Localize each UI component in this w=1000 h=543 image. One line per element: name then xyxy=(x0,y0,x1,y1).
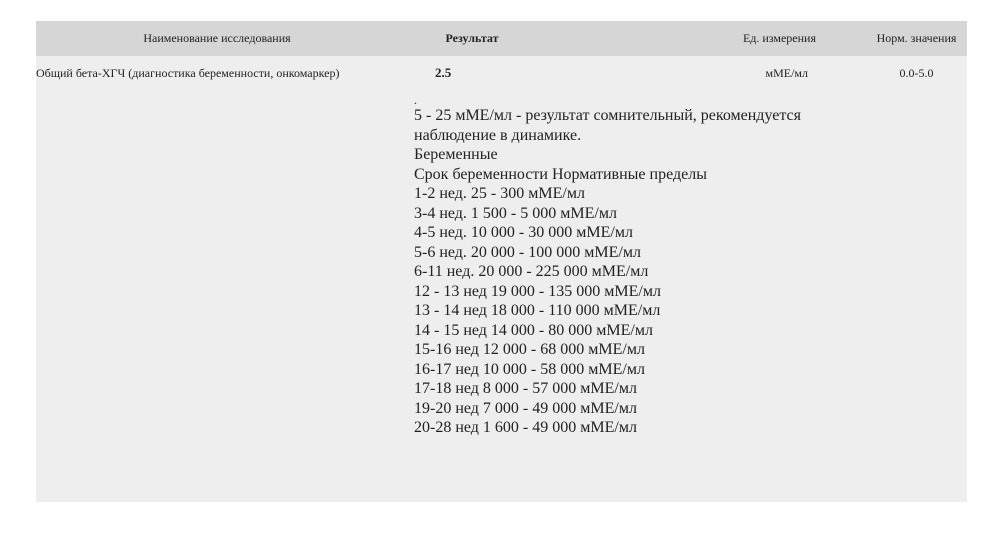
comment-line: 13 - 14 нед 18 000 - 110 000 мМЕ/мл xyxy=(414,302,661,319)
comment-line: 5-6 нед. 20 000 - 100 000 мМЕ/мл xyxy=(414,243,641,261)
result-value-cell: 2.5 xyxy=(398,56,546,90)
header-test-name: Наименование исследования xyxy=(36,21,398,56)
comment-line: 14 - 15 нед 14 000 - 80 000 мМЕ/мл xyxy=(414,321,653,339)
comment-line: 15-16 нед 12 000 - 68 000 мМЕ/мл xyxy=(414,341,645,358)
header-result: Результат xyxy=(398,21,546,56)
comment-line: 17-18 нед 8 000 - 57 000 мМЕ/мл xyxy=(414,380,637,397)
comment-line: . xyxy=(414,93,417,107)
header-unit: Ед. измерения xyxy=(546,21,866,56)
comment-line: 4-5 нед. 10 000 - 30 000 мМЕ/мл xyxy=(414,224,633,241)
comment-cell xyxy=(36,90,967,502)
comment-line: 5 - 25 мМЕ/мл - результат сомнительный, рекомендуется xyxy=(414,107,801,124)
comment-line: Беременные xyxy=(414,146,498,163)
comment-line: 12 - 13 нед 19 000 - 135 000 мМЕ/мл xyxy=(414,282,661,300)
norm-range-cell: 0.0-5.0 xyxy=(866,56,967,90)
comment-line: 6-11 нед. 20 000 - 225 000 мМЕ/мл xyxy=(414,263,649,280)
comment-line: 3-4 нед. 1 500 - 5 000 мМЕ/мл xyxy=(414,204,617,222)
comment-line: наблюдение в динамике. xyxy=(414,126,582,144)
comment-row xyxy=(36,90,967,502)
table-header-row xyxy=(36,21,967,56)
test-name-cell: Общий бета-ХГЧ (диагностика беременности, онкомаркер) xyxy=(36,56,398,90)
reference-comment xyxy=(414,94,967,438)
comment-line: 1-2 нед. 25 - 300 мМЕ/мл xyxy=(414,185,585,202)
comment-line: 20-28 нед 1 600 - 49 000 мМЕ/мл xyxy=(414,419,637,436)
unit-cell: мМЕ/мл xyxy=(546,56,866,90)
header-norm: Норм. значения xyxy=(866,21,967,56)
lab-results-table xyxy=(36,21,967,502)
comment-line: Срок беременности Нормативные пределы xyxy=(414,165,707,183)
comment-line: 16-17 нед 10 000 - 58 000 мМЕ/мл xyxy=(414,360,645,378)
comment-line: 19-20 нед 7 000 - 49 000 мМЕ/мл xyxy=(414,399,637,417)
table-row xyxy=(36,56,967,90)
